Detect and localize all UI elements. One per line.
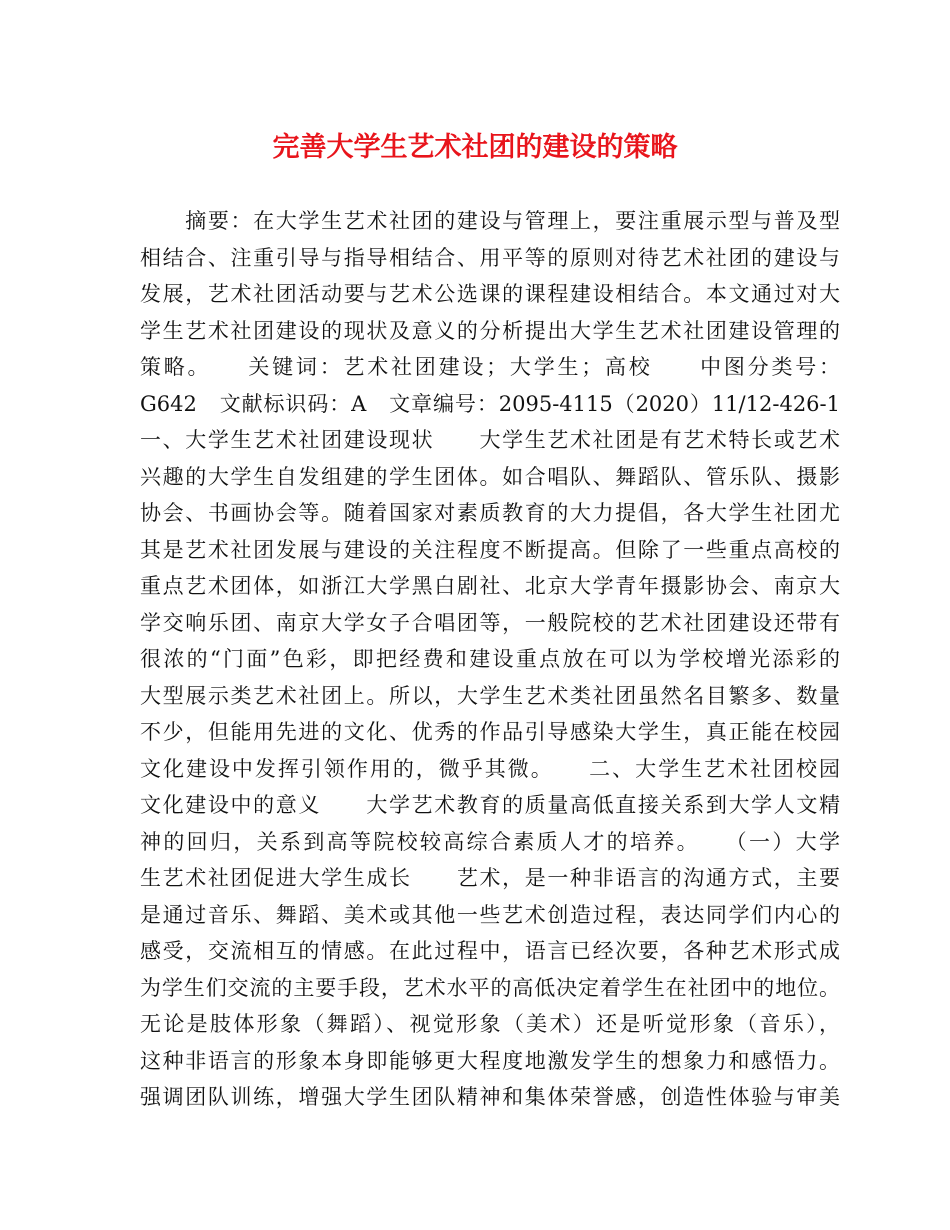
body-line: 生艺术社团促进大学生成长 艺术，是一种非语言的沟通方式，主要	[140, 866, 840, 890]
body-line: 无论是肢体形象（舞蹈）、视觉形象（美术）还是听觉形象（音乐），	[140, 1012, 840, 1036]
body-line: 大型展示类艺术社团上。所以，大学生艺术类社团虽然名目繁多、数量	[140, 683, 840, 708]
body-line: 相结合、注重引导与指导相结合、用平等的原则对待艺术社团的建设与	[140, 245, 840, 270]
body-line: 发展，艺术社团活动要与艺术公选课的课程建设相结合。本文通过对大	[140, 282, 840, 306]
body-line: 为学生们交流的主要手段，艺术水平的高低决定着学生在社团中的地位。	[140, 975, 840, 1000]
body-line: 不少，但能用先进的文化、优秀的作品引导感染大学生，真正能在校园	[140, 720, 840, 744]
body-line: 其是艺术社团发展与建设的关注程度不断提高。但除了一些重点高校的	[140, 537, 840, 562]
body-line: 一、大学生艺术社团建设现状 大学生艺术社团是有艺术特长或艺术	[140, 428, 840, 452]
body-line: 兴趣的大学生自发组建的学生团体。如合唱队、舞蹈队、管乐队、摄影	[140, 464, 840, 489]
body-line: 协会、书画协会等。随着国家对素质教育的大力提倡，各大学生社团尤	[140, 501, 840, 525]
body-line: 学交响乐团、南京大学女子合唱团等，一般院校的艺术社团建设还带有	[140, 610, 840, 635]
body-line: 强调团队训练，增强大学生团队精神和集体荣誉感，创造性体验与审美	[140, 1085, 840, 1109]
body-line: 策略。 关键词：艺术社团建设；大学生；高校 中图分类号：	[140, 355, 840, 379]
body-line: 很浓的“门面”色彩，即把经费和建设重点放在可以为学校增光添彩的	[140, 647, 840, 671]
body-line: 文化建设中发挥引领作用的，微乎其微。 二、大学生艺术社团校园	[140, 756, 840, 781]
document-body	[140, 203, 840, 1116]
body-line: G642 文献标识码：A 文章编号：2095-4115（2020）11/12-426-1	[140, 391, 840, 416]
body-line: 重点艺术团体，如浙江大学黑白剧社、北京大学青年摄影协会、南京大	[140, 574, 840, 598]
document-title: 完善大学生艺术社团的建设的策略	[272, 132, 678, 163]
body-line: 摘要：在大学生艺术社团的建设与管理上，要注重展示型与普及型	[140, 209, 840, 233]
body-line: 神的回归，关系到高等院校较高综合素质人才的培养。 （一）大学	[140, 829, 840, 854]
body-line: 这种非语言的形象本身即能够更大程度地激发学生的想象力和感悟力。	[140, 1048, 840, 1073]
body-line: 学生艺术社团建设的现状及意义的分析提出大学生艺术社团建设管理的	[140, 318, 840, 343]
body-line: 感受，交流相互的情感。在此过程中，语言已经次要，各种艺术形式成	[140, 939, 840, 963]
body-line: 文化建设中的意义 大学艺术教育的质量高低直接关系到大学人文精	[140, 793, 840, 817]
body-line: 是通过音乐、舞蹈、美术或其他一些艺术创造过程，表达同学们内心的	[140, 902, 840, 927]
